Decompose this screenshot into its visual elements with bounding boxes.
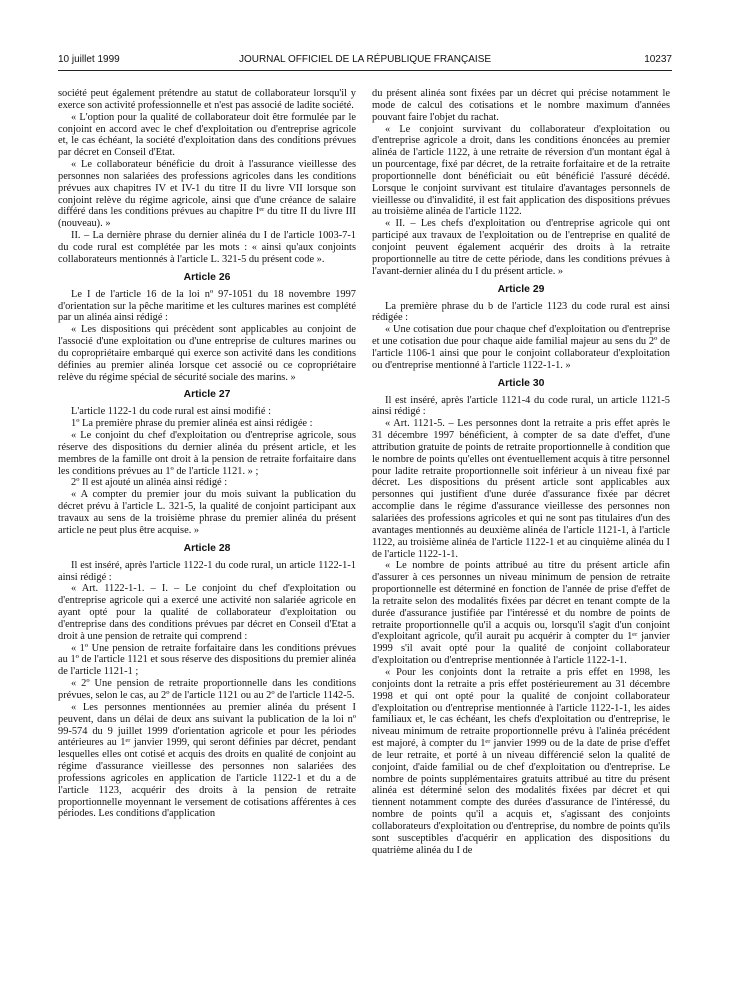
paragraph: La première phrase du b de l'article 1123 du code rural est ainsi rédigée :: [372, 300, 670, 324]
article-heading: Article 28: [183, 542, 231, 554]
article-heading: Article 27: [183, 389, 231, 401]
paragraph: « Art. 1122-1-1. – I. – Le conjoint du chef d'exploitation ou d'entreprise agricole qui a exercé une activité non salariée agricole en ayant opté pour la qualité de collaborateur d'exploitation ou d'entreprise dans des conditions prévues par décret en Conseil d'Etat a droit à une pension de retraite qui comprend :: [58, 583, 356, 642]
paragraph: Il est inséré, après l'article 1121-4 du code rural, un article 1121-5 ainsi rédigé :: [372, 394, 670, 418]
paragraph: du présent alinéa sont fixées par un décret qui précise notamment le mode de calcul des cotisations et le nombre maximum d'années pouvant faire l'objet du rachat.: [372, 88, 670, 123]
paragraph: « Le collaborateur bénéficie du droit à l'assurance vieillesse des personnes non salariées des professions agricoles dans les conditions prévues aux chapitres IV et IV-1 du titre II du livre VII lorsque son conjoint relève du régime agricole, ainsi que d'une créance de salaire différé dans les conditions prévues au chapitre Iᵉʳ du titre II du livre III (nouveau). »: [58, 159, 356, 230]
article-heading: Article 26: [183, 271, 231, 283]
paragraph: « Les dispositions qui précèdent sont applicables au conjoint de l'associé d'une exploitation ou d'une entreprise de cultures marines ou du copropriétaire embarqué qui exerce son activité dans les conditions définies au premier alinéa lorsque cet associé ou ce copropriétaire relève du régime spécial de sécurité sociale des marins. »: [58, 324, 356, 383]
paragraph: Il est inséré, après l'article 1122-1 du code rural, un article 1122-1-1 ainsi rédigé :: [58, 559, 356, 583]
paragraph: « A compter du premier jour du mois suivant la publication du décret prévu à l'article L. 321-5, la qualité de conjoint participant aux travaux au sens de la troisième phrase du premier alinéa du présent article ne peut plus être acquise. »: [58, 489, 356, 536]
paragraph: « Pour les conjoints dont la retraite a pris effet en 1998, les conjoints dont la retraite a pris effet postérieurement au 31 décembre 1998 et qui ont opté pour la qualité de conjoint collaborateur d'exploitation ou d'entreprise mentionnée à l'article 1122-1-1, les aides familiaux et, le cas échéant, les chefs d'exploitation ou d'entreprise, le niveau minimum de retraite proportionnelle prévu à l'alinéa précédent est majoré, à compter du 1ᵉʳ janvier 1999 ou de la date de prise d'effet de leur retraite, et porté à un niveau différencié selon la qualité de conjoint, d'aide familial ou de chef d'exploitation ou d'entreprise. Le nombre de points supplémentaires gratuits attribué au titre du présent alinéa est déterminé selon des modalités fixées par décret et qui tiennent notamment compte des durées d'assurance de l'intéressé, du nombre de points qu'il a acquis et, s'agissant des conjoints collaborateurs d'exploitation ou d'entreprise, du nombre de points qu'ils sont susceptibles d'acquérir en application des dispositions du quatrième alinéa du I de: [372, 666, 670, 856]
header-rule: [58, 70, 672, 71]
header-date: 10 juillet 1999: [58, 54, 120, 65]
paragraph: « Une cotisation due pour chaque chef d'exploitation ou d'entreprise et une cotisation due pour chaque aide familial majeur au sens du 2º de l'article 1106-1 ainsi que pour le conjoint collaborateur d'exploitation ou d'entreprise mentionné à l'article 1122-1-1. »: [372, 324, 670, 371]
paragraph: « Les personnes mentionnées au premier alinéa du présent I peuvent, dans un délai de deux ans suivant la publication de la loi nº 99-574 du 9 juillet 1999 d'orientation agricole et pour les périodes antérieures au 1ᵉʳ janvier 1999, qui seront définies par décret, pendant lesquelles elles ont cotisé et acquis des droits en qualité de conjoint au régime d'assurance vieillesse des personnes non salariées des professions agricoles en application de l'article 1122-1 et du a de l'article 1123, acquérir des droits à la pension de retraite proportionnelle moyennant le versement de cotisations afférentes à ces périodes. Les conditions d'application: [58, 701, 356, 820]
article-heading: Article 29: [497, 283, 545, 295]
paragraph: 2º Il est ajouté un alinéa ainsi rédigé :: [71, 477, 228, 489]
paragraph: « Le nombre de points attribué au titre du présent article afin d'assurer à ces personnes un niveau minimum de pension de retraite proportionnelle est déterminé en fonction de l'année de prise d'effet de la retraite selon des modalités fixées par décret en tenant compte de la durée d'assurance justifiée par l'intéressé et du nombre de points de retraite proportionnelle qu'il a acquis ou, lorsqu'il s'agit d'un conjoint d'exploitant agricole, qu'il aurait pu acquérir à compter du 1ᵉʳ janvier 1999 s'il avait opté pour la qualité de conjoint collaborateur d'exploitation ou d'entreprise mentionnée à l'article 1122-1-1.: [372, 560, 670, 667]
left-column: [58, 88, 356, 978]
paragraph: L'article 1122-1 du code rural est ainsi modifié :: [71, 406, 271, 418]
page-number: 10237: [644, 54, 672, 65]
page-header: [58, 52, 672, 68]
paragraph: « II. – Les chefs d'exploitation ou d'entreprise agricole qui ont participé aux travaux de l'exploitation ou de l'entreprise en qualité de conjoint peuvent également acquérir des droits à la retraite proportionnelle au titre de cette période, dans les conditions prévues à l'avant-dernier alinéa du I du présent article. »: [372, 218, 670, 277]
paragraph: « 2º Une pension de retraite proportionnelle dans les conditions prévues, selon le cas, au 2º de l'article 1121 ou au 2º de l'article 1142-5.: [58, 678, 356, 701]
right-column: [372, 88, 670, 978]
paragraph: société peut également prétendre au statut de collaborateur lorsqu'il y exerce son activité professionnelle et n'est pas associé de ladite société.: [58, 88, 356, 111]
article-heading: Article 30: [497, 377, 545, 389]
paragraph: « Le conjoint du chef d'exploitation ou d'entreprise agricole, sous réserve des dispositions du dernier alinéa du présent article, et les membres de la famille ont droit à la pension de retraite forfaitaire dans les conditions prévues au 1º de l'article 1121. » ;: [58, 430, 356, 477]
paragraph: « L'option pour la qualité de collaborateur doit être formulée par le conjoint en accord avec le chef d'exploitation ou d'entreprise agricole et, le cas échéant, la société d'exploitation dans des conditions prévues par décret en Conseil d'Etat.: [58, 111, 356, 159]
paragraph: 1º La première phrase du premier alinéa est ainsi rédigée :: [71, 418, 313, 430]
journal-title: JOURNAL OFFICIEL DE LA RÉPUBLIQUE FRANÇAISE: [238, 54, 492, 65]
paragraph: « Art. 1121-5. – Les personnes dont la retraite a pris effet après le 31 décembre 1997 bénéficient, à compter de sa date d'effet, d'une attribution gratuite de points de retraite proportionnelle à condition que le nombre de points qu'elles ont éventuellement acquis à titre personnel pour ladite retraite proportionnelle soit inférieur à un niveau fixé par décret. Les dispositions du présent article sont applicables aux personnes qui justifient d'une durée d'assurance fixée par décret accomplie dans le régime d'assurance vieillesse des personnes non salariées des professions agricoles et qui ne sont pas titulaires d'un des avantages mentionnés au deuxième alinéa de l'article 1121-1, à l'article 1122, au troisième alinéa de l'article 1122-1 et au cinquième alinéa du I de l'article 1122-1-1.: [372, 418, 670, 560]
paragraph: « Le conjoint survivant du collaborateur d'exploitation ou d'entreprise agricole a droit, dans les conditions énoncées au premier alinéa de l'article 1122, à une retraite de réversion d'un montant égal à un pourcentage, fixé par décret, de la retraite forfaitaire et de la retraite proportionnelle dont bénéficiait ou eût bénéficié l'assuré décédé. Lorsque le conjoint survivant est titulaire d'avantages personnels de vieillesse ou d'invalidité, il est fait application des dispositions prévues au troisième alinéa de l'article 1122.: [372, 123, 670, 218]
paragraph: « 1º Une pension de retraite forfaitaire dans les conditions prévues au 1º de l'article 1121 et sous réserve des dispositions du premier alinéa de l'article 1121-1 ;: [58, 642, 356, 678]
paragraph: II. – La dernière phrase du dernier alinéa du I de l'article 1003-7-1 du code rural est complétée par les mots : « ainsi qu'aux conjoints collaborateurs mentionnés à l'article L. 321-5 du présent code ».: [58, 230, 356, 265]
paragraph: Le I de l'article 16 de la loi nº 97-1051 du 18 novembre 1997 d'orientation sur la pêche maritime et les cultures marines est complété par un alinéa ainsi rédigé :: [58, 288, 356, 324]
